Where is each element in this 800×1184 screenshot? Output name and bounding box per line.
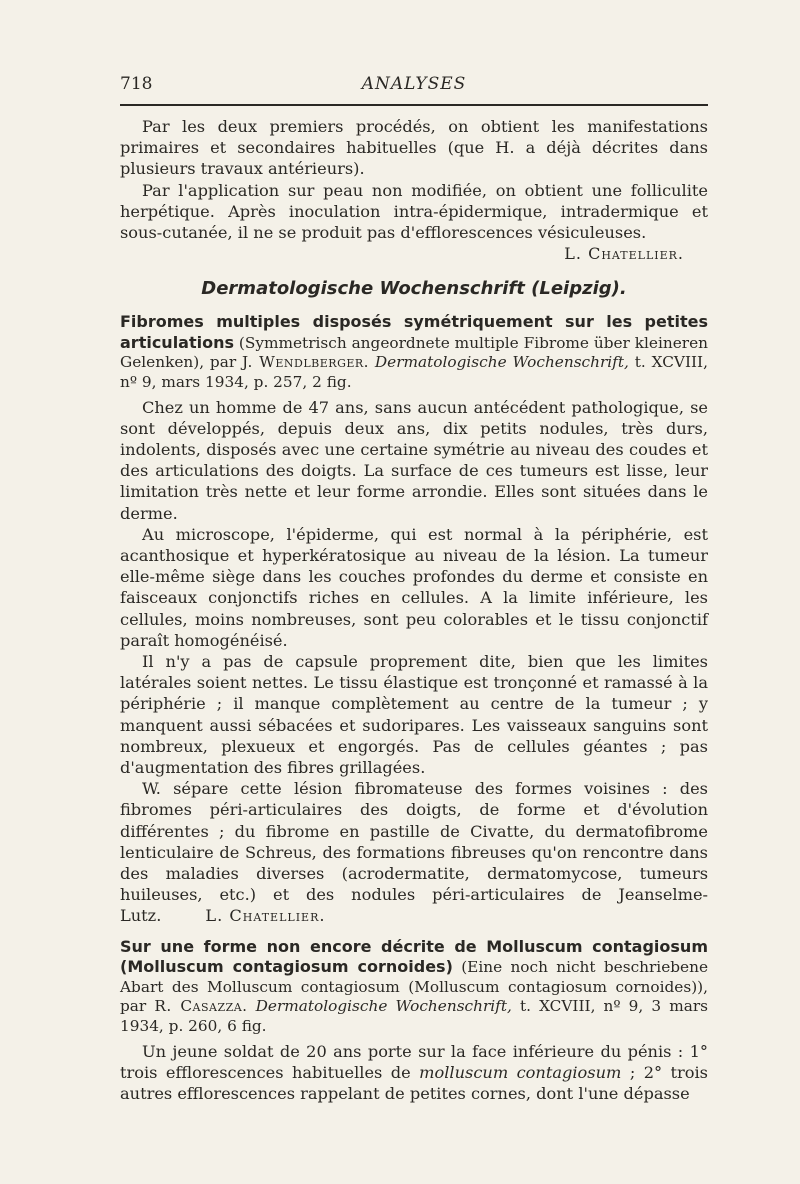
article-1-journal: Dermatologische Wochenschrift, — [374, 353, 629, 372]
article-1-paragraph-4-text: W. sépare cette lésion fibromateuse des formes voisines : des fibromes péri-articulaires des doigts, de forme et d'évolution différentes ; du fibrome en pastille de Civatte, du dermatofibrome lenticulaire de Schreus, des formations fibreuses qu'on rencontre dans des maladies diverses (acrodermatite, dermatomycose, tumeurs huileuses, etc.) et des nodules péri-articulaires de Jeanselme-Lutz. — [120, 779, 708, 926]
article-2-paragraph-1 — [120, 1041, 708, 1105]
intro-paragraph-2: Par l'application sur peau non modifiée, on obtient une folliculite herpétique. Après inoculation intra-épidermique, intradermique et sous-cutanée, il ne se produit pas d'efflorescences vésiculeuses. — [120, 180, 708, 243]
article-1-paragraph-3: Il n'y a pas de capsule proprement dite, bien que les limites latérales soient nettes. Le tissu élastique est tronçonné et ramassé à la périphérie ; il manque complètement au centre de la tumeur ; y manquent aussi sébacées et sudoripares. Les vaisseaux sanguins sont nombreux, plexueux et engorgés. Pas de cellules géantes ; pas d'augmentation des fibres grillagées. — [120, 652, 708, 778]
article-1-reference: t. XCVIII, nº 9, mars 1934, p. 257, 2 fig. — [120, 353, 708, 391]
article-1-paragraph-2: Au microscope, l'épiderme, qui est normal à la périphérie, est acanthosique et hyperkératosique au niveau de la lésion. La tumeur elle-même siège dans les couches profondes du derme et consiste en faisceaux conjonctifs riches en cellules. A la limite inférieure, les cellules, moins nombreuses, sont peu colorables et le tissu conjonctif paraît homogénéisé. — [120, 524, 708, 650]
article-2-reference: t. XCVIII, nº 9, 3 mars 1934, p. 260, 6 fig. — [120, 997, 708, 1036]
article-2-journal: Dermatologische Wochenschrift, — [255, 997, 512, 1016]
page-content — [120, 116, 708, 1104]
article-2-subtitle: (Eine noch nicht beschriebene Abart des Molluscum contagiosum (Molluscum contagiosum cornoides)), par — [120, 958, 708, 1016]
running-title: ANALYSES — [361, 74, 467, 94]
article-1-subtitle: (Symmetrisch angeordnete multiple Fibrome über kleineren Gelenken), par — [120, 333, 708, 372]
article-1-title: Fibromes multiples disposés symétriquement sur les petites articulations — [120, 312, 708, 352]
article-2-text-before: Un jeune soldat de 20 ans porte sur la face inférieure du pénis : 1° trois efflorescences habituelles de — [120, 1041, 708, 1082]
intro-paragraph-1: Par les deux premiers procédés, on obtient les manifestations primaires et secondaires habituelles (que H. a déjà décrites dans plusieurs travaux antérieurs). — [120, 117, 708, 179]
article-1-paragraph-1: Chez un homme de 47 ans, sans aucun antécédent pathologique, se sont développés, depuis deux ans, dix petits nodules, très durs, indolents, disposés avec une certaine symétrie au niveau des coudes et des articulations des doigts. La surface de ces tumeurs est lisse, leur limitation très nette et leur forme arrondie. Elles sont situées dans le derme. — [120, 397, 708, 523]
article-2-italic-term: molluscum contagiosum — [419, 1062, 622, 1082]
article-1-paragraph-4 — [120, 778, 708, 926]
article-2-author: R. Casazza. — [154, 997, 248, 1016]
spacer — [120, 927, 708, 937]
article-2-text-after: ; 2° trois autres efflorescences rappelant de petites cornes, dont l'une dépasse — [120, 1062, 708, 1104]
article-1-heading — [120, 312, 708, 392]
intro-signature: L. Chatellier. — [564, 244, 684, 264]
header-rule — [120, 104, 708, 106]
page-header — [120, 74, 708, 102]
article-2-title: Sur une forme non encore décrite de Molluscum contagiosum (Molluscum contagiosum cornoides) — [120, 936, 708, 977]
journal-heading: Dermatologische Wochenschrift (Leipzig). — [201, 278, 627, 300]
article-1-signature: L. Chatellier. — [205, 906, 326, 926]
page-number: 718 — [120, 74, 153, 94]
article-2-heading — [120, 937, 708, 1037]
article-1-author: J. Wendlberger. — [242, 353, 370, 372]
